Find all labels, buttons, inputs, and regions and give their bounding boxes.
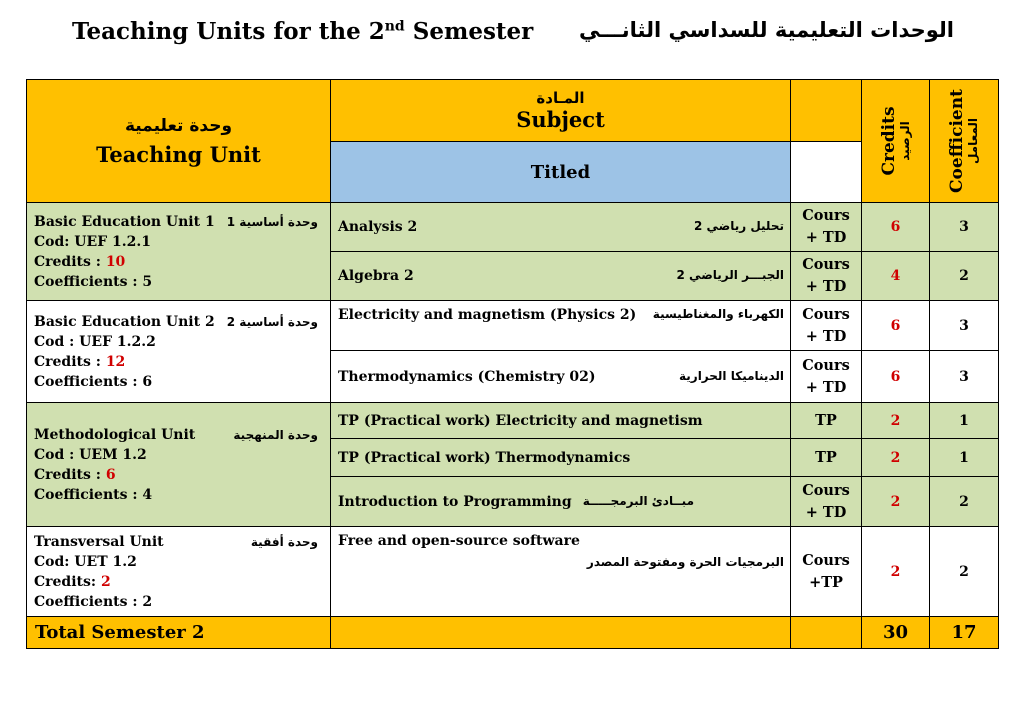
header-subject-en: Subject [516,107,605,132]
unit-1-name-en: Basic Education Unit 1 [34,213,215,230]
header-subject [331,80,791,142]
unit-4-credits: Credits: 2 [34,573,111,590]
table-row [27,203,999,252]
unit-1-code: Cod: UEF 1.2.1 [34,233,151,250]
coef-cell: 2 [930,477,999,527]
subject-8-ar: البرمجيات الحرة ومفتوحة المصدر [586,555,784,569]
unit-1-coef: Coefficients : 5 [34,273,153,290]
header-credits-ar: الرصيد [897,121,912,161]
coef-cell: 1 [930,439,999,477]
total-coef: 17 [930,617,999,649]
type-cell: TP [791,403,862,439]
type-cell: Cours + TD [791,203,862,252]
unit-3-name-ar: وحدة المنهجية [233,427,318,442]
title-en-tail: Semester [412,18,534,45]
credits-cell: 2 [862,403,930,439]
type-cell: Cours + TD [791,301,862,351]
subject-4-ar: الديناميكا الحرارية [679,368,784,383]
title-en-main: Teaching Units for the 2 [72,18,385,45]
unit-2-name-ar: وحدة أساسية 2 [226,314,318,329]
header-coef-ar: المعامل [965,117,980,165]
table-row [27,403,999,439]
subject-7-ar: مبــادئ البرمجـــــة [582,493,694,508]
header-credits [862,80,930,203]
unit-1-credits: Credits : 10 [34,253,126,270]
total-empty-type [791,617,862,649]
unit-4-name-en: Transversal Unit [34,533,164,550]
credits-cell: 2 [862,439,930,477]
coef-cell: 3 [930,301,999,351]
credits-cell: 2 [862,527,930,617]
teaching-units-table [26,79,999,649]
total-empty-subject [331,617,791,649]
unit-3-credits: Credits : 6 [34,466,116,483]
coef-cell: 2 [930,527,999,617]
unit-3-code: Cod : UEM 1.2 [34,446,147,463]
header-subject-ar: المـادة [536,89,585,107]
unit-2-credits-value: 12 [105,353,126,370]
unit-3-credits-value: 6 [105,466,116,483]
title-en-sup: nd [384,18,405,35]
header-teaching-unit [27,80,331,203]
unit-1-credits-value: 10 [105,253,126,270]
unit-cell-3 [27,403,331,527]
type-cell: Cours + TD [791,252,862,301]
subject-8-en: Free and open-source software [338,533,580,549]
subject-cell [331,527,791,617]
total-label: Total Semester 2 [27,617,331,649]
header-credits-en: Credits [878,106,899,176]
table-row [27,527,999,617]
credits-cell: 4 [862,252,930,301]
unit-cell-4 [27,527,331,617]
unit-4-credits-value: 2 [100,573,111,590]
coef-cell: 1 [930,403,999,439]
table-row [27,301,999,351]
header-unit-ar: وحدة تعليمية [124,115,233,136]
subject-1-ar: تحليل رياضي 2 [693,219,784,233]
subject-3-en: Electricity and magnetism (Physics 2) [338,307,637,323]
subject-2-en: Algebra 2 [338,268,414,284]
subject-cell [331,439,791,477]
unit-2-credits: Credits : 12 [34,353,126,370]
type-cell: Cours + TD [791,351,862,403]
unit-2-coef: Coefficients : 6 [34,373,153,390]
subject-3-ar: الكهرباء والمغناطيسية [652,307,784,321]
type-cell: Cours +TP [791,527,862,617]
coef-cell: 2 [930,252,999,301]
type-cell: TP [791,439,862,477]
header-unit-en: Teaching Unit [96,141,261,167]
unit-3-name-en: Methodological Unit [34,426,196,443]
subject-6-en: TP (Practical work) Thermodynamics [338,449,631,466]
subject-cell [331,351,791,403]
page-title-en [72,18,533,45]
unit-4-code: Cod: UET 1.2 [34,553,137,570]
unit-cell-1 [27,203,331,301]
subject-1-en: Analysis 2 [338,219,418,235]
unit-3-coef: Coefficients : 4 [34,486,153,503]
total-credits: 30 [862,617,930,649]
header-coef-en: Coefficient [946,89,967,193]
subject-cell [331,403,791,439]
subject-cell [331,477,791,527]
unit-2-code: Cod : UEF 1.2.2 [34,333,156,350]
header-coefficient [930,80,999,203]
unit-1-name-ar: وحدة أساسية 1 [226,214,318,229]
subject-cell [331,252,791,301]
subject-2-ar: الجبـــر الرياضي 2 [676,268,784,282]
header-row [27,80,999,142]
credits-cell: 6 [862,203,930,252]
credits-cell: 2 [862,477,930,527]
subject-cell [331,203,791,252]
coef-cell: 3 [930,203,999,252]
unit-2-name-en: Basic Education Unit 2 [34,313,215,330]
page-title-ar: الوحدات التعليمية للسداسي الثانـــي [578,18,954,42]
subject-4-en: Thermodynamics (Chemistry 02) [338,368,596,385]
total-row [27,617,999,649]
type-cell: Cours + TD [791,477,862,527]
credits-cell: 6 [862,351,930,403]
coef-cell: 3 [930,351,999,403]
unit-4-name-ar: وحدة أفقية [250,534,318,549]
subject-5-en: TP (Practical work) Electricity and magnetism [338,412,703,429]
subject-7-en: Introduction to Programming [338,493,572,510]
header-type-bottom [791,142,862,203]
unit-cell-2 [27,301,331,403]
subject-cell [331,301,791,351]
credits-cell: 6 [862,301,930,351]
header-type-top [791,80,862,142]
unit-4-coef: Coefficients : 2 [34,593,153,610]
header-titled: Titled [331,142,791,203]
